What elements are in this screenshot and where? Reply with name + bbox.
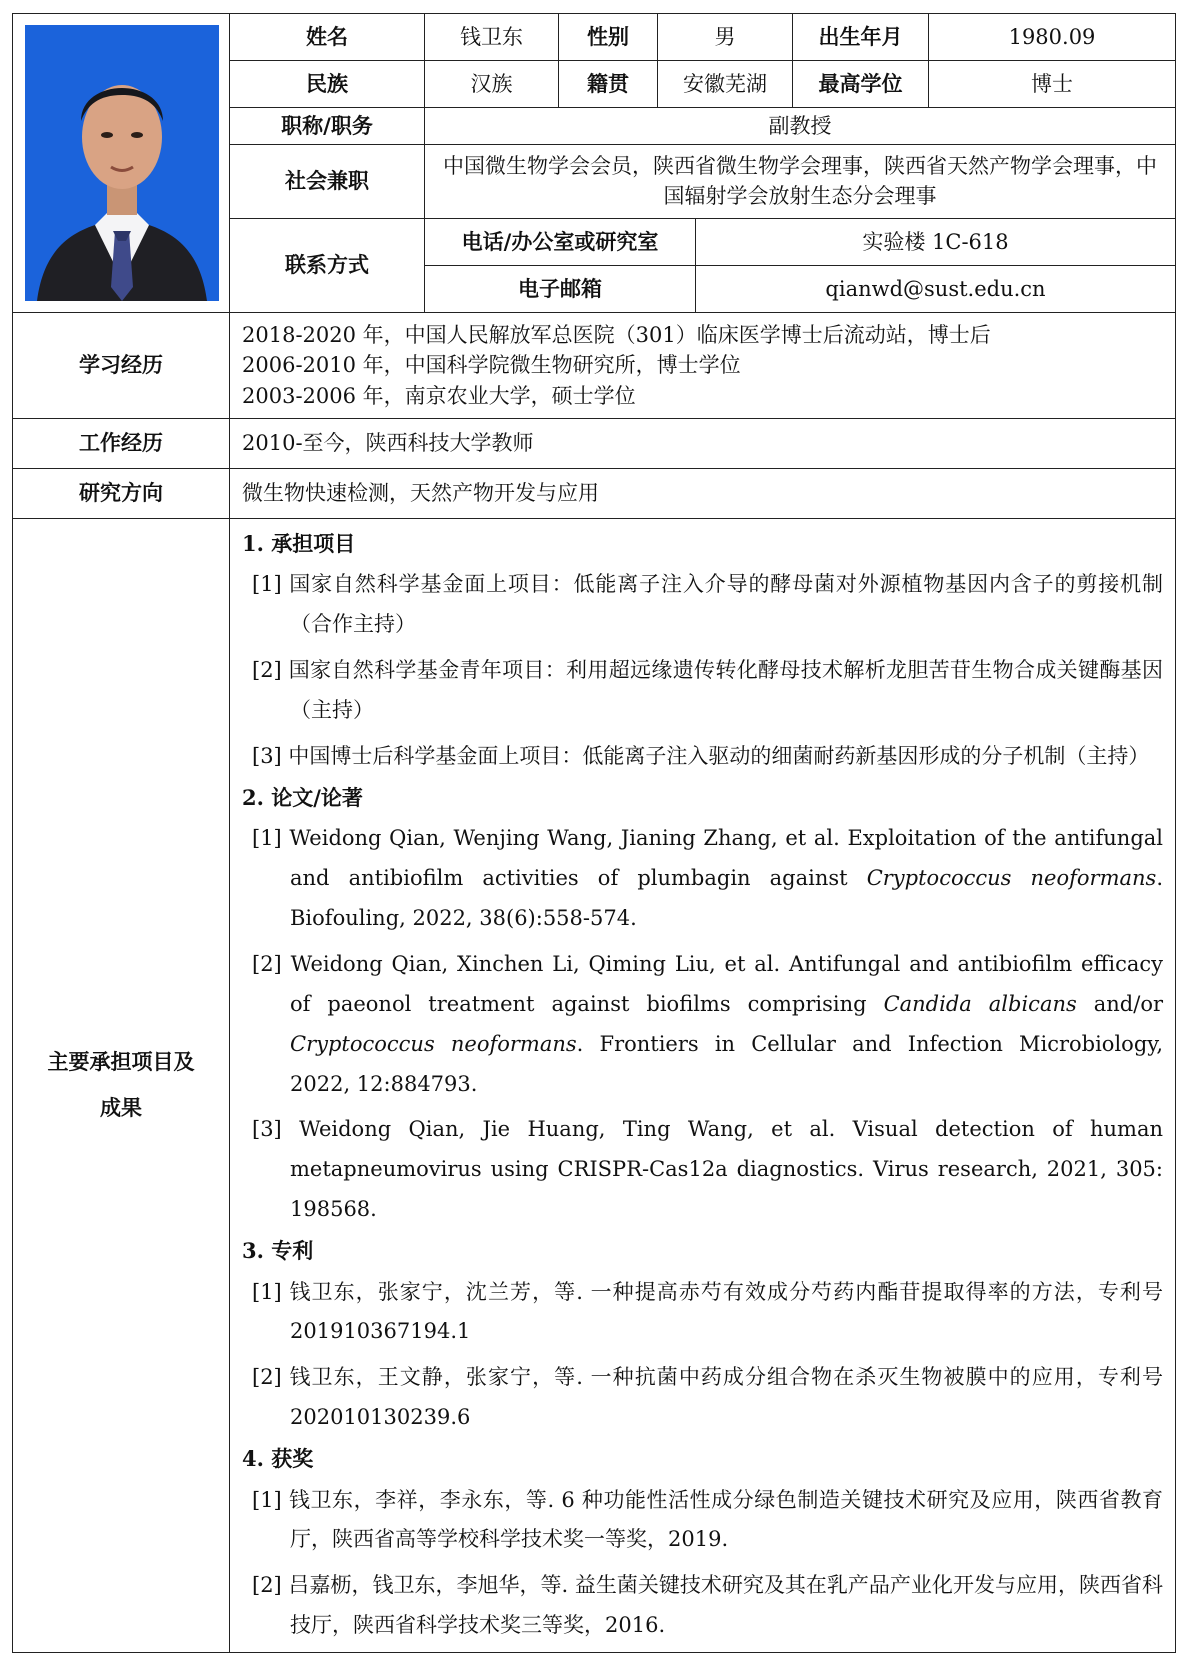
achievements-content xyxy=(230,518,1176,1652)
paper-species: Candida albicans xyxy=(883,991,1077,1016)
achievements-label xyxy=(13,518,230,1652)
email-label: 电子邮箱 xyxy=(425,265,696,312)
social-value: 中国微生物学会会员，陕西省微生物学会理事，陕西省天然产物学会理事，中国辐射学会放射生态分会理事 xyxy=(425,145,1176,219)
awards-heading: 4. 获奖 xyxy=(242,1446,314,1472)
award-item: [1] 钱卫东，李祥，李永东，等. 6 种功能性活性成分绿色制造关键技术研究及应用，陕西省教育厅，陕西省高等学校科学技术奖一等奖，2019. xyxy=(252,1487,1163,1552)
education-label: 学习经历 xyxy=(13,312,230,418)
patent-item: [1] 钱卫东，张家宁，沈兰芳，等. 一种提高赤芍有效成分芍药内酯苷提取得率的方法，专利号 201910367194.1 xyxy=(252,1279,1163,1344)
title-label: 职称/职务 xyxy=(230,108,425,145)
paper-item: [3] Weidong Qian, Jie Huang, Ting Wang, et al. Visual detection of human metapneumovirus using CRISPR-Cas12a diagnostics. Virus research, 2021, 305: 198568. xyxy=(252,1117,1163,1222)
paper-text: . Frontiers in Cellular and Infection Microbiology, 2022, 12:884793. xyxy=(290,1031,1164,1096)
achievements-label-line1: 主要承担项目及 xyxy=(47,1050,195,1075)
name-label: 姓名 xyxy=(230,14,425,61)
projects-heading: 1. 承担项目 xyxy=(242,530,356,556)
project-item: [3] 中国博士后科学基金面上项目：低能离子注入驱动的细菌耐药新基因形成的分子机制（主持） xyxy=(252,743,1150,768)
email-value: qianwd@sust.edu.cn xyxy=(696,265,1176,312)
birth-label: 出生年月 xyxy=(793,14,929,61)
degree-value: 博士 xyxy=(929,61,1176,108)
education-item: 2006-2010 年，中国科学院微生物研究所，博士学位 xyxy=(242,353,741,378)
achievements-label-line2: 成果 xyxy=(100,1096,142,1121)
research-value: 微生物快速检测，天然产物开发与应用 xyxy=(230,468,1176,518)
paper-species: Cryptococcus neoformans xyxy=(866,866,1157,891)
paper-text: [2] Weidong Qian, Xinchen Li, Qiming Liu, et al. Antifungal and antibiofilm efficacy of paeonol treatment against biofilms comprising xyxy=(252,951,1163,1016)
patents-heading: 3. 专利 xyxy=(242,1238,314,1264)
paper-item xyxy=(242,819,1163,939)
cv-table xyxy=(12,13,1176,1653)
work-label: 工作经历 xyxy=(13,418,230,468)
name-value: 钱卫东 xyxy=(425,14,559,61)
paper-text: and/or xyxy=(1076,991,1163,1016)
degree-label: 最高学位 xyxy=(793,61,929,108)
education-item: 2018-2020 年，中国人民解放军总医院（301）临床医学博士后流动站，博士后 xyxy=(242,322,991,347)
papers-heading: 2. 论文/论著 xyxy=(242,784,363,810)
paper-text: . Biofouling, 2022, 38(6):558-574. xyxy=(290,866,1163,930)
patent-item: [2] 钱卫东，王文静，张家宁，等. 一种抗菌中药成分组合物在杀灭生物被膜中的应用，专利号 202010130239.6 xyxy=(252,1365,1163,1430)
title-value: 副教授 xyxy=(425,108,1176,145)
gender-value: 男 xyxy=(658,14,793,61)
research-label: 研究方向 xyxy=(13,468,230,518)
project-item: [2] 国家自然科学基金青年项目：利用超远缘遗传转化酵母技术解析龙胆苦苷生物合成关键酶基因（主持） xyxy=(252,658,1163,722)
paper-species: Cryptococcus neoformans xyxy=(290,1031,577,1056)
phone-label: 电话/办公室或研究室 xyxy=(425,218,696,265)
social-label: 社会兼职 xyxy=(230,145,425,219)
native-place-value: 安徽芜湖 xyxy=(658,61,793,108)
gender-label: 性别 xyxy=(559,14,658,61)
photo-cell xyxy=(13,14,230,313)
birth-value: 1980.09 xyxy=(929,14,1176,61)
education-list xyxy=(230,312,1176,418)
paper-item xyxy=(242,945,1163,1105)
contact-label: 联系方式 xyxy=(230,218,425,312)
phone-value: 实验楼 1C-618 xyxy=(696,218,1176,265)
education-item: 2003-2006 年，南京农业大学，硕士学位 xyxy=(242,383,636,408)
ethnicity-label: 民族 xyxy=(230,61,425,108)
native-place-label: 籍贯 xyxy=(559,61,658,108)
award-item: [2] 吕嘉枥，钱卫东，李旭华，等. 益生菌关键技术研究及其在乳产品产业化开发与应用，陕西省科技厅，陕西省科学技术奖三等奖，2016. xyxy=(252,1573,1163,1638)
project-item: [1] 国家自然科学基金面上项目：低能离子注入介导的酵母菌对外源植物基因内含子的剪接机制（合作主持） xyxy=(252,572,1163,637)
ethnicity-value: 汉族 xyxy=(425,61,559,108)
work-value: 2010-至今，陕西科技大学教师 xyxy=(230,418,1176,468)
portrait-photo xyxy=(25,25,219,301)
paper-text: [1] Weidong Qian, Wenjing Wang, Jianing Zhang, et al. Exploitation of the antifungal and antibiofilm activities of plumbagin against xyxy=(252,826,1163,891)
